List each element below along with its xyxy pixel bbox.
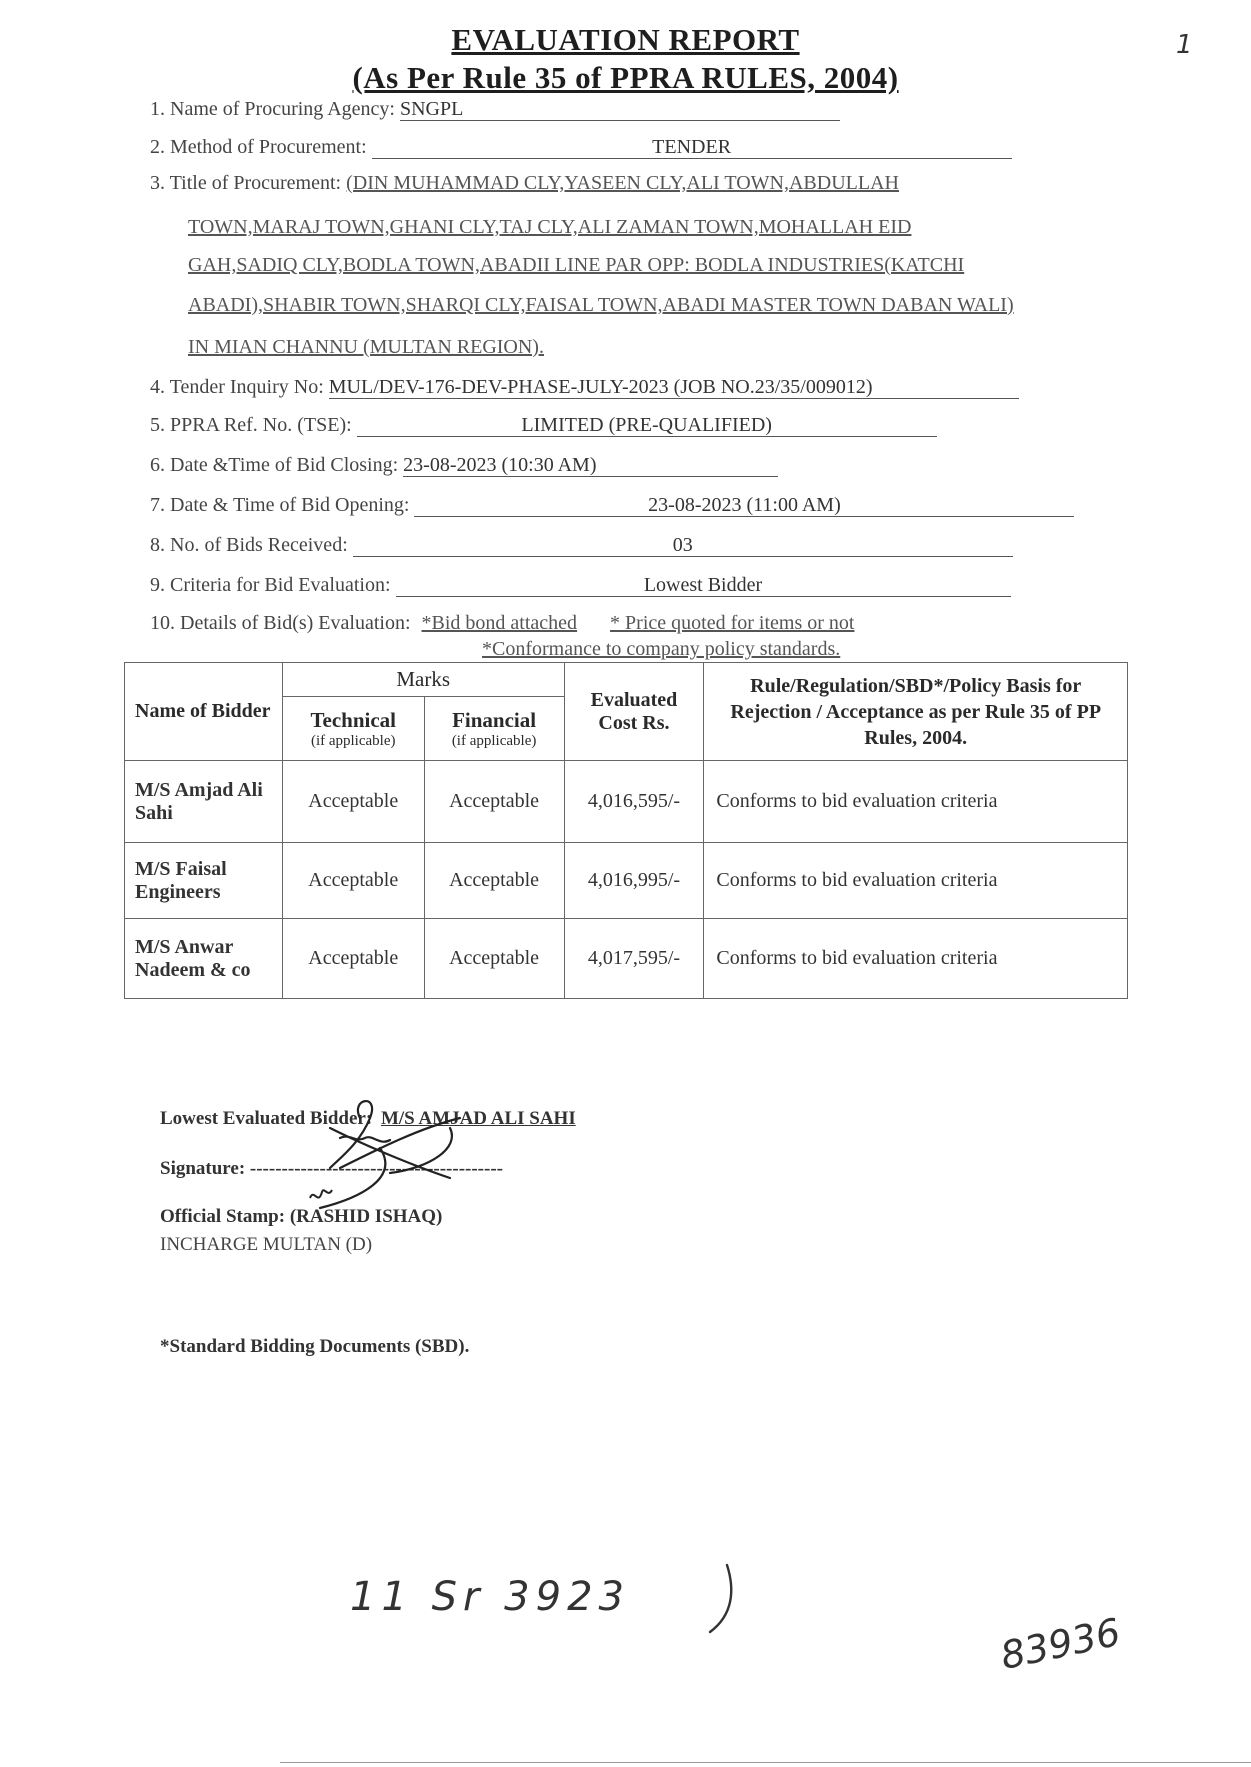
header-financial	[424, 697, 564, 761]
header-marks: Marks	[282, 663, 564, 697]
details-value-3: *Conformance to company policy standards.	[482, 638, 841, 660]
bid-evaluation-table	[124, 662, 1128, 999]
lowest-bidder-label: Lowest Evaluated Bidder:	[160, 1108, 373, 1129]
details-label: 10. Details of Bid(s) Evaluation:	[150, 612, 411, 634]
handwritten-signature	[300, 1088, 500, 1228]
title-label: 3. Title of Procurement:	[150, 172, 342, 194]
financial-note: (if applicable)	[451, 732, 537, 749]
opening-label: 7. Date & Time of Bid Opening:	[150, 494, 410, 516]
title-line-3: GAH,SADIQ CLY,BODLA TOWN,ABADII LINE PAR OPP: BODLA INDUSTRIES(KATCHI	[188, 254, 965, 276]
technical-mark: Acceptable	[282, 761, 424, 843]
title-line-2: TOWN,MARAJ TOWN,GHANI CLY,TAJ CLY,ALI ZAMAN TOWN,MOHALLAH EID	[188, 216, 912, 238]
bidder-name: M/S Faisal Engineers	[125, 843, 283, 919]
corner-mark: 1	[1176, 30, 1193, 60]
technical-label: Technical	[310, 707, 397, 732]
title-line-1: (DIN MUHAMMAD CLY,YASEEN CLY,ALI TOWN,ABDULLAH	[346, 172, 899, 194]
item-details	[150, 612, 854, 635]
inquiry-value: MUL/DEV-176-DEV-PHASE-JULY-2023 (JOB NO.23/35/009012)	[329, 376, 1019, 399]
official-stamp: Official Stamp: (RASHID ISHAQ)	[160, 1206, 443, 1227]
financial-label: Financial	[452, 707, 537, 732]
method-value: TENDER	[372, 136, 1012, 159]
agency-label: 1. Name of Procuring Agency:	[150, 98, 395, 120]
bids-label: 8. No. of Bids Received:	[150, 534, 348, 556]
item-title	[150, 172, 899, 195]
stamp-title: INCHARGE MULTAN (D)	[160, 1234, 373, 1255]
bidder-name: M/S Anwar Nadeem & co	[125, 919, 283, 999]
item-method	[150, 136, 1012, 159]
closing-label: 6. Date &Time of Bid Closing:	[150, 454, 399, 476]
opening-value: 23-08-2023 (11:00 AM)	[414, 494, 1074, 517]
criteria-label: 9. Criteria for Bid Evaluation:	[150, 574, 391, 596]
table-row	[125, 919, 1128, 999]
criteria-value: Lowest Bidder	[396, 574, 1011, 597]
handwritten-note: 11 Sr 3923	[350, 1574, 630, 1620]
item-opening	[150, 494, 1074, 517]
details-value-2: * Price quoted for items or not	[610, 612, 855, 634]
technical-mark: Acceptable	[282, 843, 424, 919]
financial-mark: Acceptable	[424, 919, 564, 999]
evaluated-cost: 4,017,595/-	[564, 919, 704, 999]
agency-value: SNGPL	[400, 98, 840, 121]
header-evaluated-cost: Evaluated Cost Rs.	[564, 663, 704, 761]
details-value-1: *Bid bond attached	[421, 612, 578, 634]
ppra-label: 5. PPRA Ref. No. (TSE):	[150, 414, 352, 436]
rule-basis: Conforms to bid evaluation criteria	[704, 843, 1128, 919]
header-name-of-bidder: Name of Bidder	[125, 663, 283, 761]
item-inquiry	[150, 376, 1019, 399]
rule-basis: Conforms to bid evaluation criteria	[704, 919, 1128, 999]
item-closing	[150, 454, 778, 477]
table-row	[125, 843, 1128, 919]
report-title: EVALUATION REPORT	[451, 22, 800, 57]
method-label: 2. Method of Procurement:	[150, 136, 367, 158]
header-rule-basis: Rule/Regulation/SBD*/Policy Basis for Rejection / Acceptance as per Rule 35 of PP Rules, 2004.	[704, 663, 1128, 761]
item-criteria	[150, 574, 1011, 597]
handwritten-bracket	[705, 1560, 745, 1640]
technical-mark: Acceptable	[282, 919, 424, 999]
lowest-bidder-value: M/S AMJAD ALI SAHI	[380, 1108, 576, 1129]
item-ppra	[150, 414, 937, 437]
evaluated-cost: 4,016,995/-	[564, 843, 704, 919]
ppra-value: LIMITED (PRE-QUALIFIED)	[357, 414, 937, 437]
signature-line: Signature: ----------------------------------------	[160, 1158, 503, 1179]
closing-value: 23-08-2023 (10:30 AM)	[403, 454, 778, 477]
financial-mark: Acceptable	[424, 761, 564, 843]
table-row	[125, 761, 1128, 843]
item-bids	[150, 534, 1013, 557]
title-line-5: IN MIAN CHANNU (MULTAN REGION).	[188, 336, 544, 358]
technical-note: (if applicable)	[310, 732, 396, 749]
bids-value: 03	[353, 534, 1013, 557]
inquiry-label: 4. Tender Inquiry No:	[150, 376, 324, 398]
header-technical	[282, 697, 424, 761]
rule-basis: Conforms to bid evaluation criteria	[704, 761, 1128, 843]
bidder-name: M/S Amjad Ali Sahi	[125, 761, 283, 843]
financial-mark: Acceptable	[424, 843, 564, 919]
handwritten-number: 83936	[996, 1609, 1125, 1679]
title-line-4: ABADI),SHABIR TOWN,SHARQI CLY,FAISAL TOWN,ABADI MASTER TOWN DABAN WALI)	[188, 294, 1014, 316]
report-subtitle: (As Per Rule 35 of PPRA RULES, 2004)	[352, 60, 899, 95]
bottom-edge	[280, 1762, 1251, 1763]
evaluated-cost: 4,016,595/-	[564, 761, 704, 843]
footnote: *Standard Bidding Documents (SBD).	[160, 1336, 470, 1357]
item-agency	[150, 98, 840, 121]
